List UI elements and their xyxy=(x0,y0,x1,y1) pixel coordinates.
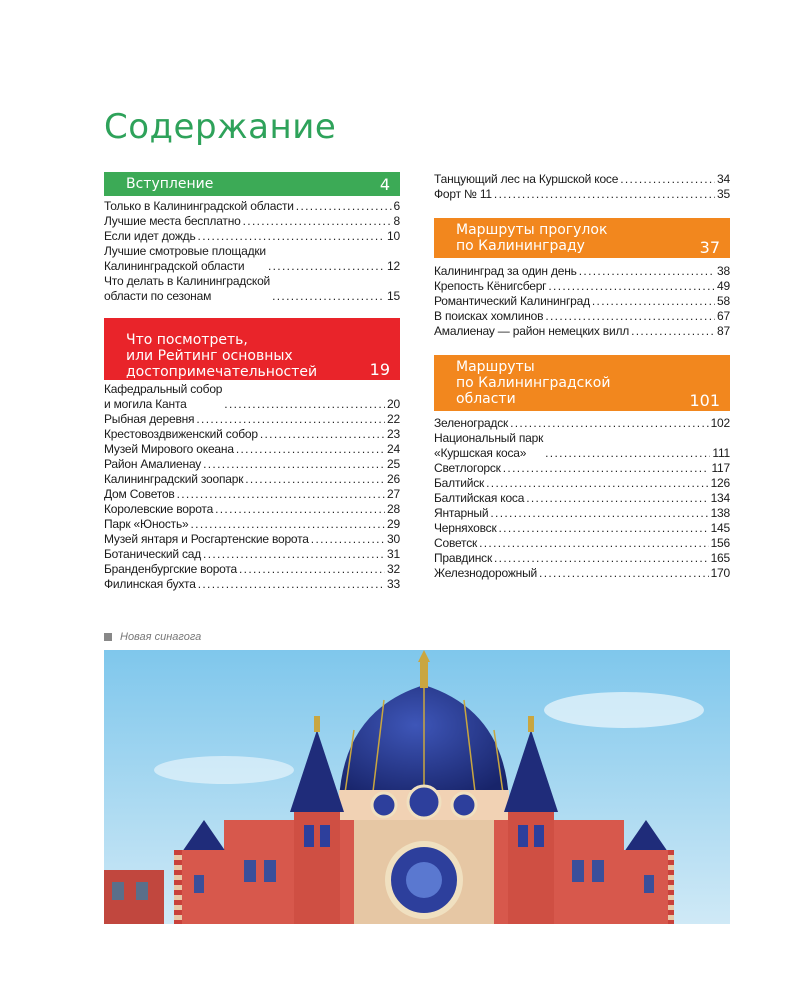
toc-entry-page: 23 xyxy=(387,427,400,441)
toc-entry-page: 111 xyxy=(712,446,730,460)
toc-entry-page: 38 xyxy=(717,264,730,278)
toc-entry-page: 22 xyxy=(387,412,400,426)
dot-leader xyxy=(177,487,385,502)
toc-entry-page: 87 xyxy=(717,324,730,338)
section-title: Вступление xyxy=(126,176,214,192)
dot-leader xyxy=(311,532,385,547)
toc-entry[interactable] xyxy=(434,264,730,279)
toc-entry-page: 145 xyxy=(710,521,730,535)
dot-leader xyxy=(236,442,385,457)
toc-entry[interactable] xyxy=(104,502,400,517)
dot-leader xyxy=(510,416,709,431)
toc-entry-title: Танцующий лес на Куршской косе xyxy=(434,172,619,186)
toc-entry-title: Светлогорск xyxy=(434,461,501,475)
toc-entry[interactable] xyxy=(434,431,730,461)
toc-entry-title: Крепость Кёнигсберг xyxy=(434,279,547,293)
toc-entry-page: 58 xyxy=(717,294,730,308)
toc-entry[interactable] xyxy=(434,551,730,566)
dot-leader xyxy=(203,457,385,472)
toc-entry[interactable] xyxy=(104,244,400,274)
section-header-intro[interactable] xyxy=(104,172,400,196)
toc-entry-title: Калининград за один день xyxy=(434,264,577,278)
toc-entry-page: 24 xyxy=(387,442,400,456)
caption-text: Новая синагога xyxy=(120,631,202,643)
toc-entry-title: Крестовоздвиженский собор xyxy=(104,427,258,441)
toc-list-sights xyxy=(104,382,400,592)
toc-entry-title: Кафедральный собор и могила Канта xyxy=(104,382,223,411)
toc-entry[interactable] xyxy=(104,532,400,547)
toc-entry-title: Романтический Калининград xyxy=(434,294,590,308)
section-title: Маршруты прогулок по Калининграду xyxy=(456,222,608,254)
toc-entry-title: В поисках хомлинов xyxy=(434,309,544,323)
section-header-city-routes[interactable] xyxy=(434,218,730,258)
toc-list-sights-continued xyxy=(434,172,730,202)
dot-leader xyxy=(243,214,392,229)
section-page: 19 xyxy=(369,360,390,379)
section-title: Что посмотреть, или Рейтинг основных достопримечательностей xyxy=(126,332,318,380)
dot-leader xyxy=(526,491,708,506)
section-header-sights[interactable] xyxy=(104,318,400,380)
photo-caption xyxy=(104,631,201,643)
toc-entry-page: 165 xyxy=(710,551,730,565)
dot-leader xyxy=(215,502,385,517)
toc-entry-page: 6 xyxy=(393,199,400,213)
dot-leader xyxy=(503,461,710,476)
toc-entry-page: 138 xyxy=(710,506,730,520)
toc-entry-title: Лучшие места бесплатно xyxy=(104,214,241,228)
toc-entry-title: Ботанический сад xyxy=(104,547,202,561)
toc-entry-title: Зеленоградск xyxy=(434,416,509,430)
toc-right-column xyxy=(434,172,730,581)
toc-entry-title: Только в Калининградской области xyxy=(104,199,294,213)
toc-entry-page: 170 xyxy=(710,566,730,580)
toc-entry[interactable] xyxy=(434,294,730,309)
toc-entry-title: Амалиенау — район немецких вилл xyxy=(434,324,630,338)
dot-leader xyxy=(224,397,385,412)
dot-leader xyxy=(272,289,385,304)
page-title: Содержание xyxy=(104,106,337,147)
toc-entry-title: Королевские ворота xyxy=(104,502,214,516)
toc-entry-page: 33 xyxy=(387,577,400,591)
toc-entry[interactable] xyxy=(104,412,400,427)
toc-entry-page: 34 xyxy=(717,172,730,186)
dot-leader xyxy=(539,566,709,581)
toc-entry[interactable] xyxy=(434,172,730,187)
dot-leader xyxy=(203,547,385,562)
toc-entry[interactable] xyxy=(434,279,730,294)
dot-leader xyxy=(486,476,708,491)
toc-entry-title: Калининградский зоопарк xyxy=(104,472,244,486)
toc-entry-page: 15 xyxy=(387,289,400,303)
toc-entry-title: Филинская бухта xyxy=(104,577,196,591)
toc-entry-title: Парк «Юность» xyxy=(104,517,189,531)
toc-entry-page: 156 xyxy=(710,536,730,550)
toc-entry[interactable] xyxy=(434,536,730,551)
toc-entry[interactable] xyxy=(434,309,730,324)
toc-list-region-routes xyxy=(434,416,730,581)
toc-entry[interactable] xyxy=(104,442,400,457)
toc-entry[interactable] xyxy=(434,476,730,491)
toc-entry[interactable] xyxy=(104,562,400,577)
toc-entry-title: Железнодорожный xyxy=(434,566,538,580)
toc-entry[interactable] xyxy=(434,416,730,431)
dot-leader xyxy=(631,324,715,339)
section-title: Маршруты по Калининградской области xyxy=(456,359,611,407)
toc-entry[interactable] xyxy=(104,199,400,214)
synagogue-photo xyxy=(104,650,730,924)
toc-entry-title: Бранденбургские ворота xyxy=(104,562,238,576)
dot-leader xyxy=(196,412,385,427)
dot-leader xyxy=(268,259,385,274)
toc-entry[interactable] xyxy=(104,274,400,304)
toc-entry-title: Черняховск xyxy=(434,521,497,535)
dot-leader xyxy=(545,446,710,461)
toc-list-city-routes xyxy=(434,264,730,339)
toc-entry-page: 49 xyxy=(717,279,730,293)
toc-entry-title: Что делать в Калининградской области по сезонам xyxy=(104,274,271,303)
toc-entry[interactable] xyxy=(104,487,400,502)
synagogue-illustration xyxy=(104,650,730,924)
toc-entry[interactable] xyxy=(104,547,400,562)
toc-entry[interactable] xyxy=(434,461,730,476)
dot-leader xyxy=(620,172,715,187)
toc-entry[interactable] xyxy=(104,382,400,412)
toc-entry-title: Форт № 11 xyxy=(434,187,492,201)
toc-entry-page: 27 xyxy=(387,487,400,501)
toc-entry-page: 10 xyxy=(387,229,400,243)
dot-leader xyxy=(545,309,715,324)
section-page: 37 xyxy=(699,238,720,257)
dot-leader xyxy=(198,577,385,592)
toc-entry-page: 117 xyxy=(711,461,730,475)
dot-leader xyxy=(494,551,709,566)
toc-entry-page: 30 xyxy=(387,532,400,546)
toc-entry-page: 8 xyxy=(393,214,400,228)
toc-entry-page: 32 xyxy=(387,562,400,576)
dot-leader xyxy=(260,427,385,442)
toc-entry-page: 29 xyxy=(387,517,400,531)
square-bullet-icon xyxy=(104,633,112,641)
section-page: 4 xyxy=(379,175,390,194)
toc-entry-title: Балтийск xyxy=(434,476,485,490)
dot-leader xyxy=(198,229,386,244)
toc-entry-title: Янтарный xyxy=(434,506,489,520)
toc-entry[interactable] xyxy=(104,577,400,592)
dot-leader xyxy=(245,472,385,487)
toc-entry[interactable] xyxy=(434,506,730,521)
toc-entry[interactable] xyxy=(104,517,400,532)
dot-leader xyxy=(490,506,708,521)
toc-entry-page: 67 xyxy=(717,309,730,323)
dot-leader xyxy=(239,562,385,577)
toc-entry-page: 31 xyxy=(387,547,400,561)
dot-leader xyxy=(548,279,715,294)
toc-entry-title: Лучшие смотровые площадки Калининградской области xyxy=(104,244,266,273)
toc-entry-title: Район Амалиенау xyxy=(104,457,202,471)
dot-leader xyxy=(494,187,715,202)
toc-entry-title: Если идет дождь xyxy=(104,229,196,243)
toc-entry-title: Музей янтаря и Росгартенские ворота xyxy=(104,532,309,546)
toc-entry[interactable] xyxy=(434,521,730,536)
dot-leader xyxy=(499,521,709,536)
toc-entry-title: Национальный парк «Куршская коса» xyxy=(434,431,544,460)
toc-entry-page: 20 xyxy=(387,397,400,411)
toc-entry-page: 126 xyxy=(710,476,730,490)
toc-entry[interactable] xyxy=(104,472,400,487)
toc-entry-title: Музей Мирового океана xyxy=(104,442,234,456)
toc-entry[interactable] xyxy=(104,457,400,472)
toc-entry-title: Советск xyxy=(434,536,478,550)
dot-leader xyxy=(190,517,385,532)
toc-entry-title: Балтийская коса xyxy=(434,491,525,505)
dot-leader xyxy=(479,536,709,551)
toc-entry-page: 28 xyxy=(387,502,400,516)
toc-entry[interactable] xyxy=(104,229,400,244)
toc-entry-page: 26 xyxy=(387,472,400,486)
toc-list-intro xyxy=(104,199,400,304)
section-header-region-routes[interactable] xyxy=(434,355,730,411)
section-page: 101 xyxy=(689,391,720,410)
dot-leader xyxy=(592,294,715,309)
toc-entry[interactable] xyxy=(434,324,730,339)
toc-entry[interactable] xyxy=(434,491,730,506)
toc-entry-page: 35 xyxy=(717,187,730,201)
dot-leader xyxy=(296,199,392,214)
toc-left-column xyxy=(104,172,400,592)
toc-entry-title: Правдинск xyxy=(434,551,492,565)
toc-entry-page: 12 xyxy=(387,259,400,273)
toc-entry[interactable] xyxy=(434,187,730,202)
toc-entry[interactable] xyxy=(434,566,730,581)
toc-entry[interactable] xyxy=(104,427,400,442)
toc-entry[interactable] xyxy=(104,214,400,229)
toc-entry-title: Дом Советов xyxy=(104,487,175,501)
toc-entry-title: Рыбная деревня xyxy=(104,412,195,426)
toc-entry-page: 25 xyxy=(387,457,400,471)
dot-leader xyxy=(579,264,715,279)
toc-entry-page: 134 xyxy=(710,491,730,505)
toc-entry-page: 102 xyxy=(710,416,730,430)
